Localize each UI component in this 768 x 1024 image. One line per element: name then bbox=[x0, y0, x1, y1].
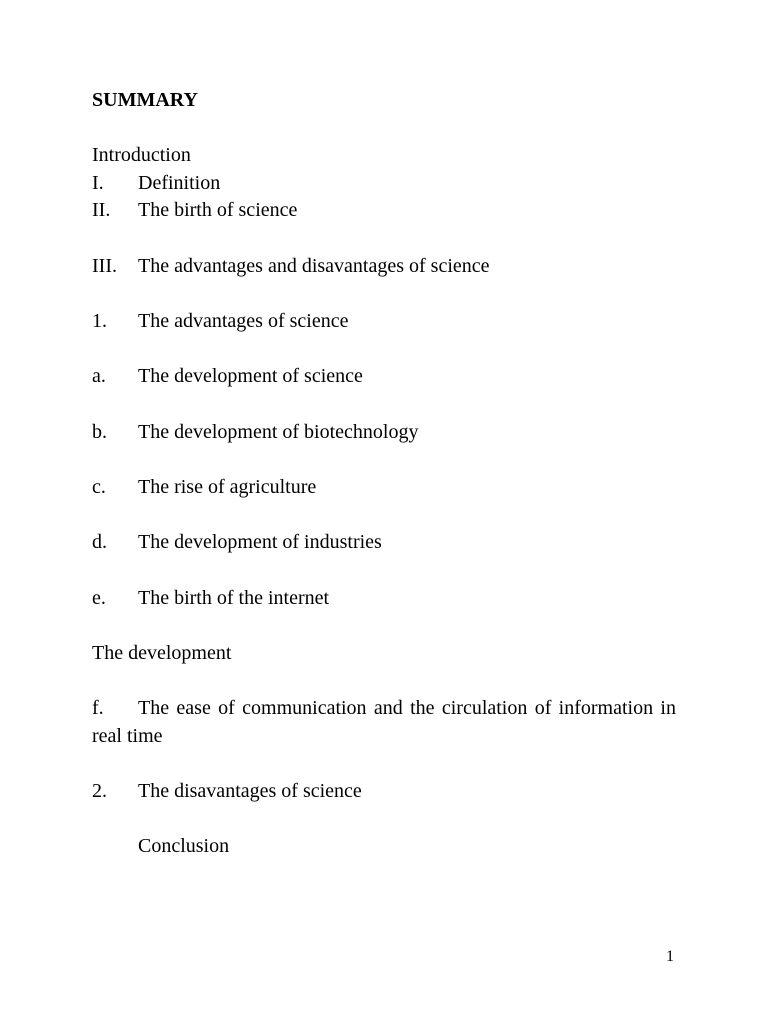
outline-item-biotechnology bbox=[92, 422, 418, 442]
outline-marker: I. bbox=[92, 172, 104, 194]
outline-marker: f. bbox=[92, 697, 104, 719]
outline-text: The advantages and disavantages of science bbox=[138, 255, 490, 277]
outline-marker: c. bbox=[92, 476, 106, 498]
outline-text: The development of science bbox=[138, 365, 363, 387]
outline-marker: b. bbox=[92, 421, 107, 443]
outline-marker: III. bbox=[92, 255, 117, 277]
outline-text: The development of biotechnology bbox=[138, 421, 419, 443]
outline-marker: 2. bbox=[92, 780, 107, 802]
the-development-label: The development bbox=[92, 642, 232, 664]
outline-text: The rise of agriculture bbox=[138, 476, 317, 498]
outline-text: The birth of the internet bbox=[138, 587, 330, 609]
outline-marker: 1. bbox=[92, 310, 107, 332]
outline-text: The disavantages of science bbox=[138, 780, 362, 802]
introduction-label: Introduction bbox=[92, 144, 191, 166]
outline-item-advantages-disavantages bbox=[92, 256, 490, 276]
outline-marker: d. bbox=[92, 531, 107, 553]
outline-item-definition bbox=[92, 173, 220, 193]
page-number: 1 bbox=[666, 948, 674, 965]
outline-marker: a. bbox=[92, 365, 106, 387]
conclusion-label: Conclusion bbox=[138, 835, 230, 857]
outline-text: The development of industries bbox=[138, 531, 382, 553]
outline-item-disavantages bbox=[92, 781, 362, 801]
outline-item-advantages bbox=[92, 311, 348, 331]
outline-item-internet bbox=[92, 588, 329, 608]
summary-heading: SUMMARY bbox=[92, 89, 198, 111]
outline-item-agriculture bbox=[92, 477, 316, 497]
outline-marker: e. bbox=[92, 587, 106, 609]
outline-text: Definition bbox=[138, 172, 221, 194]
outline-marker: II. bbox=[92, 199, 111, 221]
outline-item-development-of-science bbox=[92, 366, 363, 386]
outline-text: The birth of science bbox=[138, 199, 298, 221]
outline-text: The advantages of science bbox=[138, 310, 349, 332]
outline-text: The ease of communication and the circulation of information in real time bbox=[92, 697, 676, 747]
outline-item-birth-of-science bbox=[92, 200, 297, 220]
outline-item-communication bbox=[92, 694, 676, 750]
outline-item-industries bbox=[92, 532, 382, 552]
